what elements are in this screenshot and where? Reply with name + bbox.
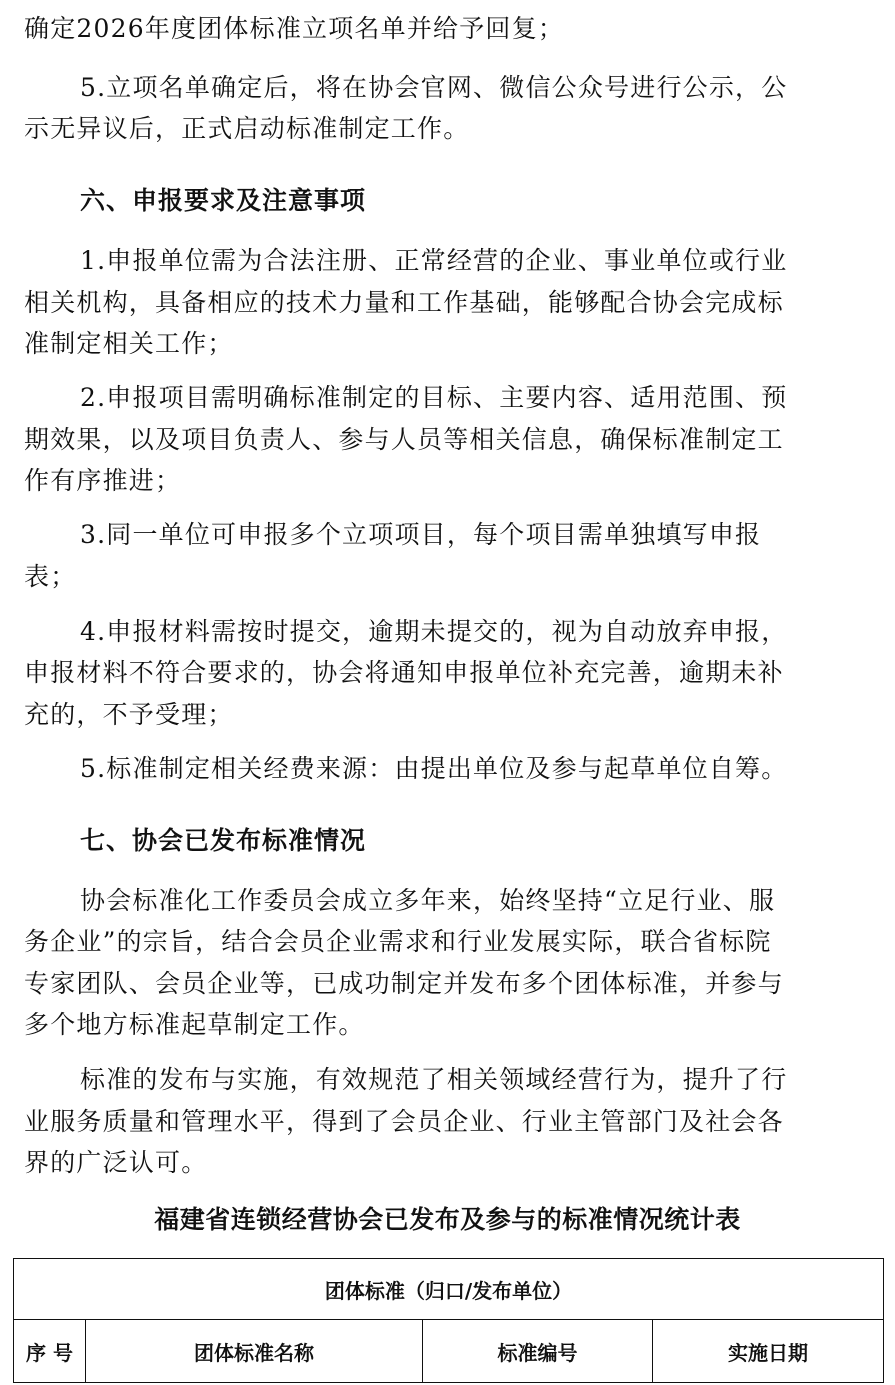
section-heading-7: 七、协会已发布标准情况 — [80, 826, 367, 855]
paragraph-line: 1.申报单位需为合法注册、正常经营的企业、事业单位或行业 — [80, 246, 788, 275]
paragraph-line: 4.申报材料需按时提交，逾期未提交的，视为自动放弃申报， — [80, 617, 788, 646]
column-header-name: 团体标准名称 — [86, 1320, 423, 1383]
paragraph-line: 务企业”的宗旨，结合会员企业需求和行业发展实际，联合省标院 — [24, 927, 772, 956]
paragraph-line: 表； — [24, 562, 77, 591]
paragraph-line: 示无异议后，正式启动标准制定工作。 — [24, 114, 470, 143]
paragraph-line: 5.立项名单确定后，将在协会官网、微信公众号进行公示，公 — [80, 73, 788, 102]
column-header-code: 标准编号 — [423, 1320, 653, 1383]
paragraph-line: 期效果，以及项目负责人、参与人员等相关信息，确保标准制定工 — [24, 425, 784, 454]
paragraph-line: 专家团队、会员企业等，已成功制定并发布多个团体标准，并参与 — [24, 969, 784, 998]
paragraph-line: 2.申报项目需明确标准制定的目标、主要内容、适用范围、预 — [80, 383, 788, 412]
paragraph-line: 3.同一单位可申报多个立项项目，每个项目需单独填写申报 — [80, 520, 762, 549]
paragraph-line: 准制定相关工作； — [24, 329, 234, 358]
paragraph-line: 协会标准化工作委员会成立多年来，始终坚持“立足行业、服 — [80, 886, 776, 915]
paragraph-line: 作有序推进； — [24, 466, 182, 495]
column-header-index: 序 号 — [14, 1320, 86, 1383]
paragraph-line: 相关机构，具备相应的技术力量和工作基础，能够配合协会完成标 — [24, 288, 784, 317]
table-group-header-row — [14, 1259, 884, 1320]
column-header-date: 实施日期 — [653, 1320, 884, 1383]
group-header-cell: 团体标准（归口/发布单位） — [14, 1259, 884, 1320]
paragraph-line: 确定2026年度团体标准立项名单并给予回复； — [24, 14, 565, 43]
table-title: 福建省连锁经营协会已发布及参与的标准情况统计表 — [154, 1205, 741, 1234]
paragraph-line: 多个地方标准起草制定工作。 — [24, 1010, 365, 1039]
paragraph-line: 5.标准制定相关经费来源：由提出单位及参与起草单位自筹。 — [80, 754, 788, 783]
paragraph-line: 界的广泛认可。 — [24, 1148, 208, 1177]
section-heading-6: 六、申报要求及注意事项 — [80, 186, 367, 215]
paragraph-line: 标准的发布与实施，有效规范了相关领域经营行为，提升了行 — [80, 1065, 788, 1094]
paragraph-line: 业服务质量和管理水平，得到了会员企业、行业主管部门及社会各 — [24, 1107, 784, 1136]
paragraph-line: 充的，不予受理； — [24, 700, 234, 729]
paragraph-line: 申报材料不符合要求的，协会将通知申报单位补充完善，逾期未补 — [24, 658, 784, 687]
standards-table — [13, 1258, 884, 1383]
table-header-row — [14, 1320, 884, 1383]
